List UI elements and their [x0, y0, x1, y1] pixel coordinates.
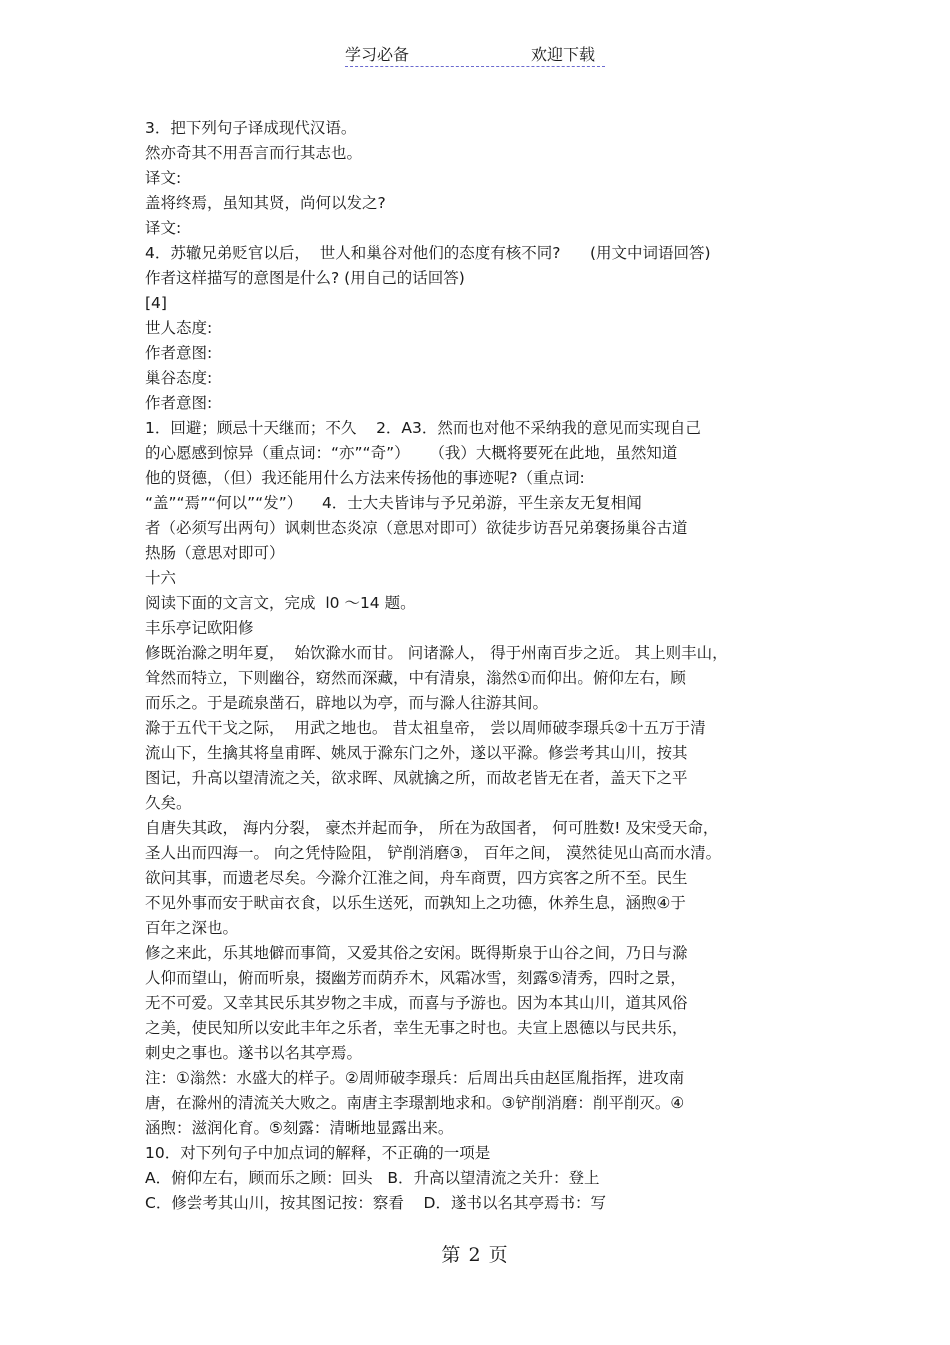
text-line: 热肠（意思对即可）: [145, 544, 285, 562]
text-line: 修之来此，乐其地僻而事简，又爱其俗之安闲。既得斯泉于山谷之间，乃日与滁: [145, 944, 688, 962]
text-line: 流山下，生擒其将皇甫晖、姚凤于滁东门之外，遂以平滁。修尝考其山川，按其: [145, 744, 688, 762]
text-line: 注：①滃然：水盛大的样子。②周师破李璟兵：后周出兵由赵匡胤指挥，进攻南: [145, 1069, 685, 1087]
text-line: 十六: [145, 569, 177, 587]
text-line: 久矣。: [145, 794, 192, 812]
text-line: 修既治滁之明年夏， 始饮滁水而甘。 问诸滁人， 得于州南百步之近。 其上则丰山，: [145, 644, 728, 662]
text-line: 唐，在滁州的清流关大败之。南唐主李璟割地求和。③铲削消磨：削平削灭。④: [145, 1094, 685, 1112]
text-line: “盖”“焉”“何以”“发”） 4．士大夫皆讳与予兄弟游，平生亲友无复相闻: [145, 494, 642, 512]
text-line: 然亦奇其不用吾言而行其志也。: [145, 144, 363, 162]
text-line: 涵煦：滋润化育。⑤刻露：清晰地显露出来。: [145, 1119, 454, 1137]
page-header: [345, 40, 605, 67]
text-line: 滁于五代干戈之际， 用武之地也。 昔太祖皇帝， 尝以周师破李璟兵②十五万于清: [145, 719, 706, 737]
text-line: 译文:: [145, 169, 182, 187]
text-line: 巢谷态度:: [145, 369, 213, 387]
text-line: 者（必须写出两句）讽刺世态炎凉（意思对即可）欲徒步访吾兄弟褒扬巢谷古道: [145, 519, 688, 537]
text-line: 盖将终焉，虽知其贤，尚何以发之?: [145, 194, 386, 212]
text-line: 不见外事而安于畎亩衣食，以乐生送死，而孰知上之功德，休养生息，涵煦④于: [145, 894, 686, 912]
header-left-text: 学习必备: [345, 45, 410, 64]
text-line: 作者意图:: [145, 344, 213, 362]
text-line: 图记，升高以望清流之关，欲求晖、凤就擒之所，而故老皆无在者，盖天下之平: [145, 769, 688, 787]
text-line: A．俯仰左右，顾而乐之顾：回头 B．升高以望清流之关升：登上: [145, 1169, 600, 1187]
text-line: 他的贤德，（但）我还能用什么方法来传扬他的事迹呢?（重点词:: [145, 469, 585, 487]
text-line: 之美，使民知所以安此丰年之乐者，幸生无事之时也。夫宣上恩德以与民共乐，: [145, 1019, 688, 1037]
text-line: 圣人出而四海一。 向之凭恃险阻， 铲削消磨③， 百年之间， 漠然徒见山高而水清。: [145, 844, 722, 862]
header-right-text: 欢迎下载: [531, 45, 596, 64]
text-line: 无不可爱。又幸其民乐其岁物之丰成，而喜与予游也。因为本其山川，道其风俗: [145, 994, 688, 1012]
text-line: 丰乐亭记欧阳修: [145, 619, 254, 637]
text-line: [4]: [145, 294, 167, 312]
text-line: 世人态度:: [145, 319, 213, 337]
page-number: 第 2 页: [441, 1244, 509, 1266]
text-line: 耸然而特立，下则幽谷，窈然而深藏，中有清泉，滃然①而仰出。俯仰左右，顾: [145, 669, 686, 687]
text-line: 作者意图:: [145, 394, 213, 412]
text-line: 3．把下列句子译成现代汉语。: [145, 119, 357, 137]
text-line: 作者这样描写的意图是什么? (用自己的话回答): [145, 269, 465, 287]
text-line: 欲问其事，而遗老尽矣。今滁介江淮之间，舟车商贾，四方宾客之所不至。民生: [145, 869, 688, 887]
text-line: 译文:: [145, 219, 182, 237]
document-body: [145, 116, 810, 1216]
text-line: 1．回避；顾忌十天继而；不久 2．A3．然而也对他不采纳我的意见而实现自己: [145, 419, 701, 437]
text-line: 阅读下面的文言文，完成 l0 ～14 题。: [145, 594, 416, 612]
text-line: C．修尝考其山川，按其图记按：察看 D．遂书以名其亭焉书：写: [145, 1194, 606, 1212]
text-line: 刺史之事也。遂书以名其亭焉。: [145, 1044, 363, 1062]
text-line: 的心愿感到惊异（重点词：“亦”“奇”） （我）大概将要死在此地，虽然知道: [145, 444, 678, 462]
text-line: 而乐之。于是疏泉凿石，辟地以为亭，而与滁人往游其间。: [145, 694, 549, 712]
text-line: 百年之深也。: [145, 919, 239, 937]
text-line: 人仰而望山，俯而听泉，掇幽芳而荫乔木，风霜冰雪，刻露⑤清秀，四时之景，: [145, 969, 686, 987]
text-line: 自唐失其政， 海内分裂， 豪杰并起而争， 所在为敌国者， 何可胜数! 及宋受天命，: [145, 819, 719, 837]
text-line: 4．苏辙兄弟贬官以后， 世人和巢谷对他们的态度有核不同? (用文中词语回答): [145, 244, 711, 262]
text-line: 10．对下列句子中加点词的解释，不正确的一项是: [145, 1144, 491, 1162]
